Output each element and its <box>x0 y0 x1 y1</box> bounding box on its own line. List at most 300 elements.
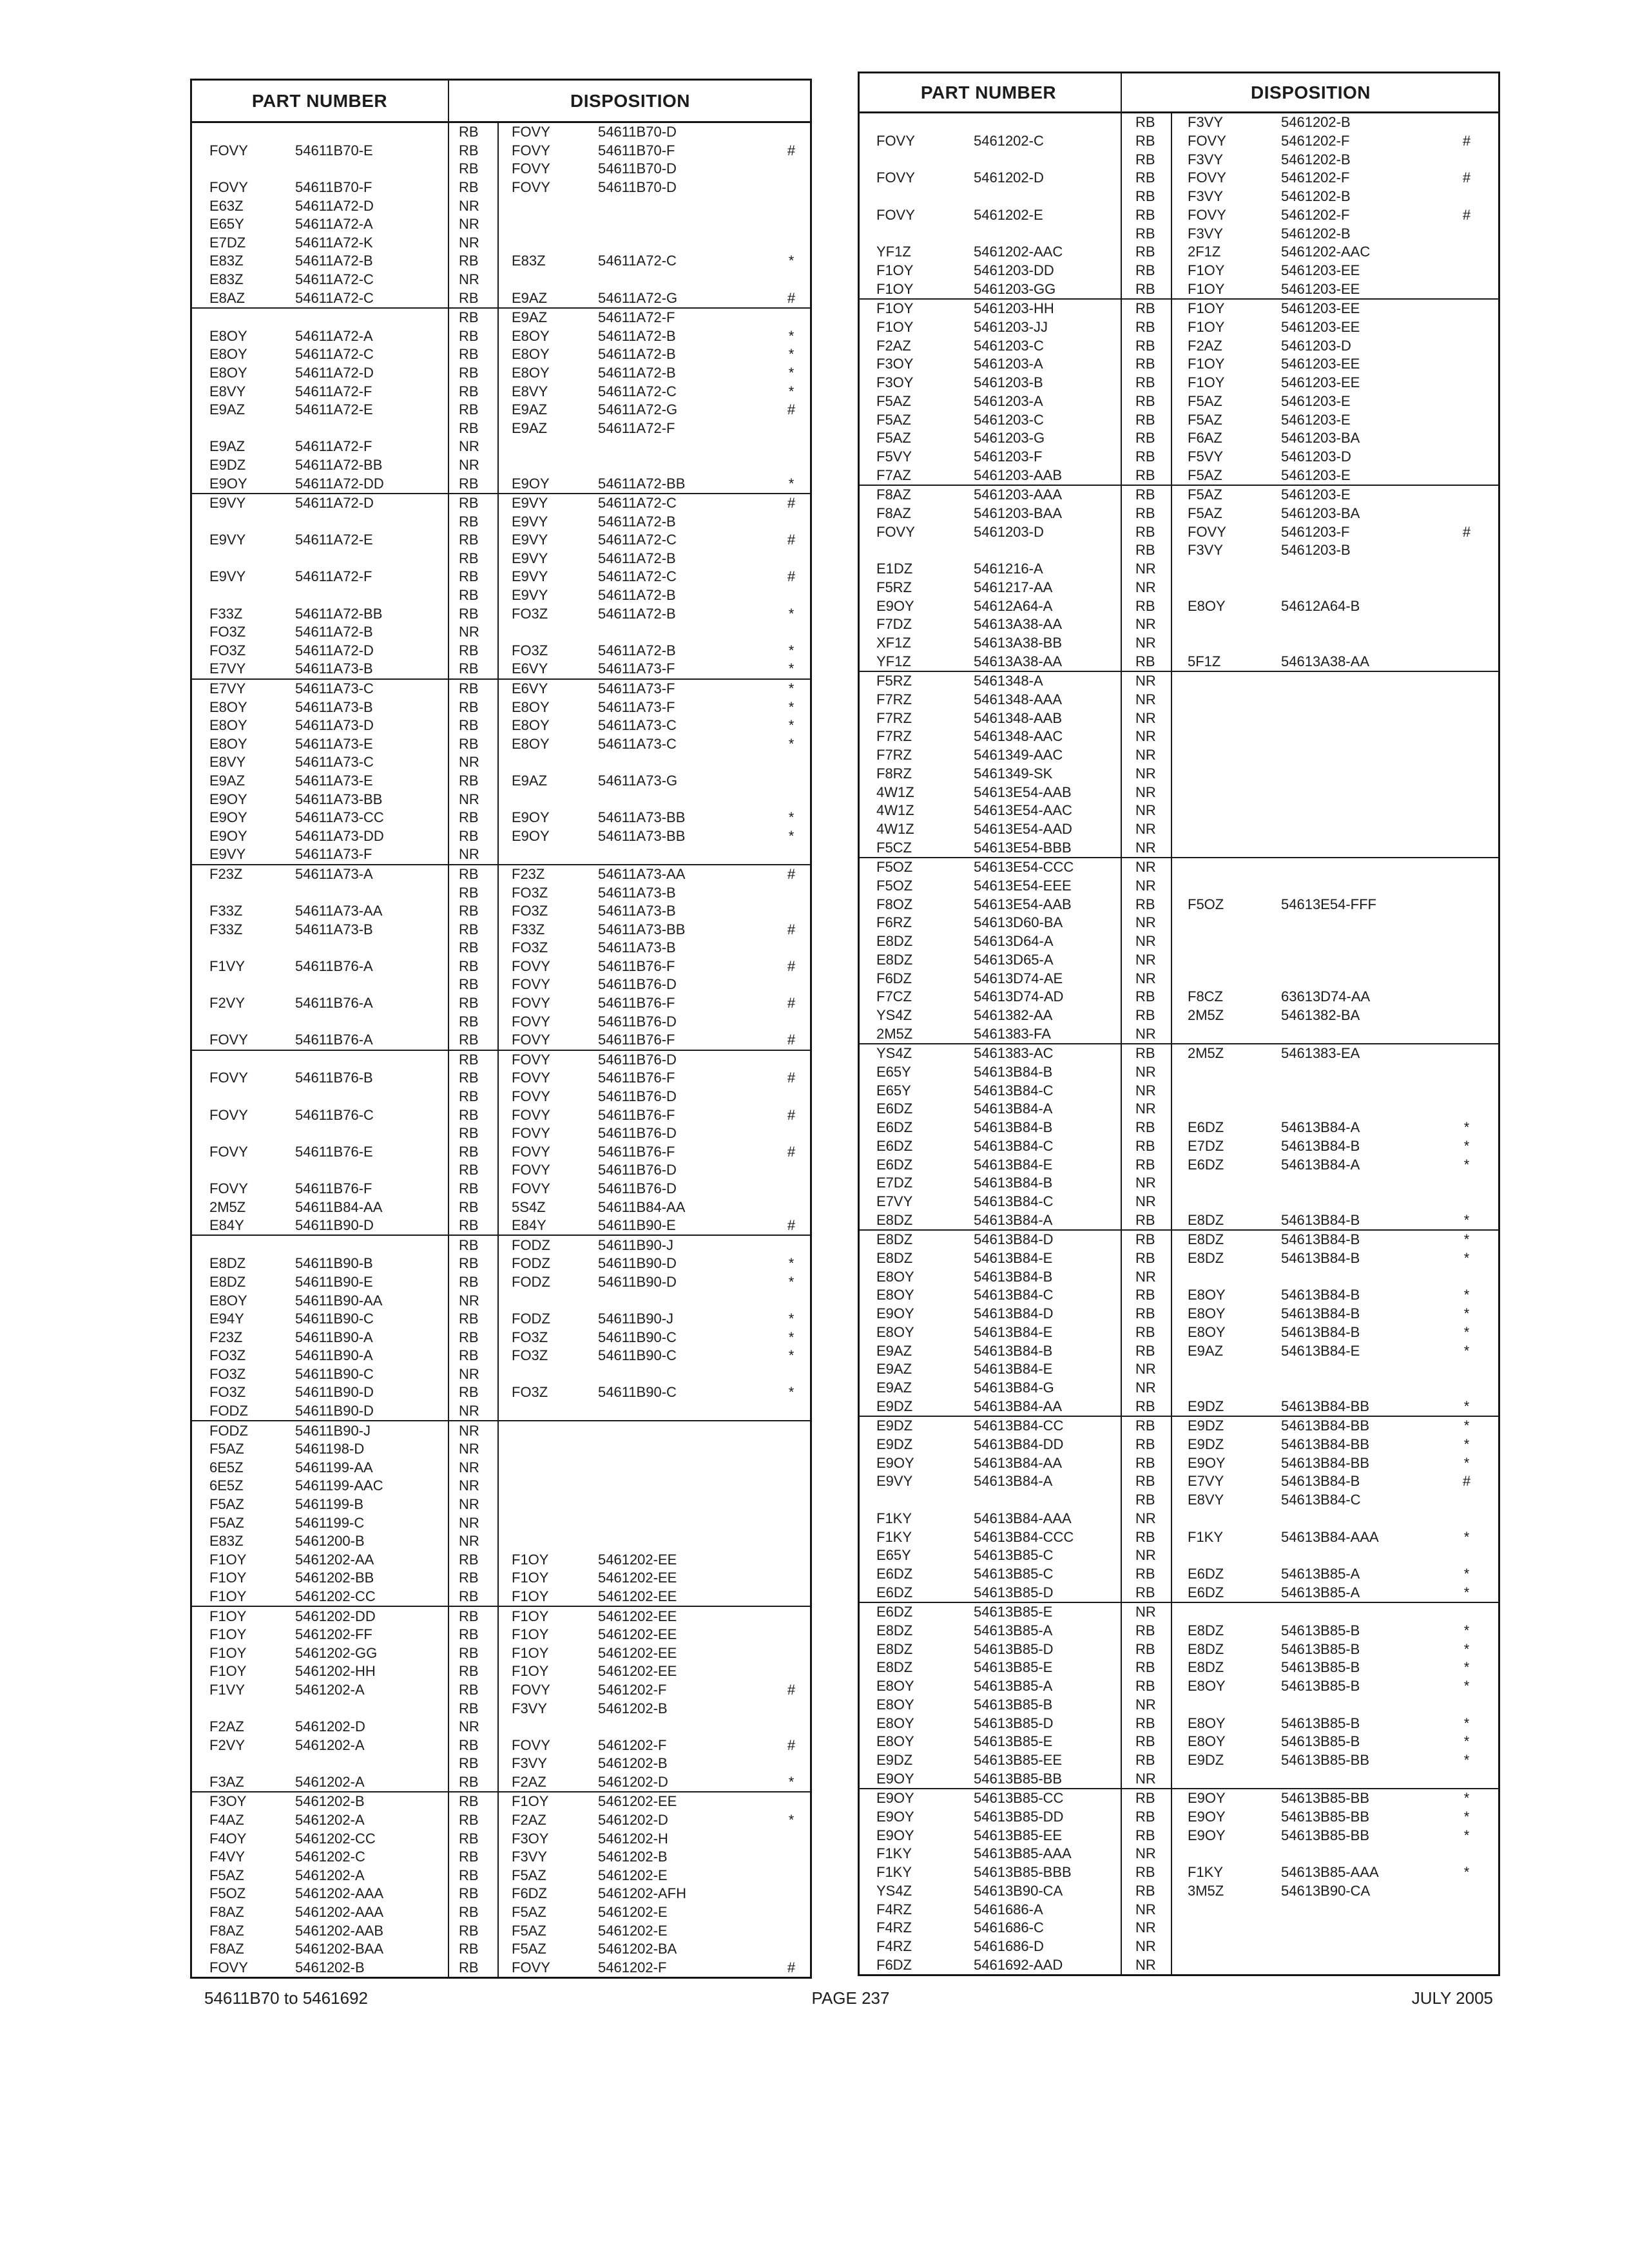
disposition-prefix: E6DZ <box>1188 1565 1224 1582</box>
disposition-prefix: FO3Z <box>512 1347 548 1364</box>
disposition-prefix: E7VY <box>1188 1473 1224 1490</box>
table-row <box>192 1644 810 1662</box>
part-prefix: F6RZ <box>876 914 912 931</box>
disposition-part-number: 54611B76-D <box>598 1162 677 1178</box>
disposition-code: RB <box>459 568 479 585</box>
disposition-mark: * <box>788 346 795 363</box>
disposition-prefix: E9OY <box>512 475 550 492</box>
disposition-code: RB <box>459 1773 479 1790</box>
disposition-mark: # <box>787 1032 796 1048</box>
disposition-part-number: 54613B85-B <box>1281 1622 1360 1639</box>
part-prefix: E65Y <box>876 1064 911 1081</box>
disposition-prefix: E8OY <box>1188 1287 1226 1303</box>
part-prefix: E8OY <box>209 735 247 752</box>
table-row <box>192 234 810 253</box>
disposition-code: NR <box>459 271 479 288</box>
disposition-code: RB <box>1135 225 1155 242</box>
part-number: 54613B85-D <box>974 1640 1054 1657</box>
disposition-code: NR <box>459 234 479 251</box>
disposition-prefix: E9OY <box>1188 1454 1226 1471</box>
part-number: 54611B90-C <box>295 1365 374 1382</box>
part-number-header: PART NUMBER <box>251 90 388 111</box>
disposition-mark: # <box>787 1143 796 1160</box>
disposition-prefix: F1OY <box>512 1793 549 1810</box>
disposition-code: NR <box>1135 1919 1156 1936</box>
part-prefix: E8OY <box>876 1323 914 1340</box>
disposition-code: RB <box>459 1904 479 1921</box>
part-prefix: F8AZ <box>876 486 911 503</box>
table-row <box>860 1417 1498 1436</box>
part-prefix: E8OY <box>876 1696 914 1713</box>
disposition-code: RB <box>459 1700 479 1716</box>
part-number: 54613B84-B <box>974 1119 1053 1136</box>
disposition-prefix: F1OY <box>1188 356 1225 372</box>
part-prefix: F4VY <box>209 1849 246 1865</box>
disposition-code: NR <box>1135 747 1156 764</box>
disposition-part-number: 54611A73-BB <box>598 827 686 844</box>
disposition-code: RB <box>459 124 479 140</box>
disposition-mark: * <box>788 475 795 492</box>
part-number: 54611A73-B <box>295 698 373 715</box>
table-row <box>860 895 1498 914</box>
part-number: 54613B84-A <box>974 1473 1053 1490</box>
part-number: 54613B84-AA <box>974 1454 1062 1471</box>
disposition-mark: # <box>1462 169 1471 186</box>
disposition-part-number: 54611B76-D <box>598 1051 677 1068</box>
disposition-code: RB <box>1135 1715 1155 1731</box>
table-row <box>860 224 1498 243</box>
disposition-part-number: 5461202-E <box>598 1867 668 1883</box>
part-prefix: E8OY <box>209 1292 247 1309</box>
table-row <box>860 634 1498 653</box>
part-number: 54613B85-B <box>974 1696 1053 1713</box>
part-prefix: F8AZ <box>876 505 911 522</box>
part-prefix: FOVY <box>209 179 248 196</box>
row-group <box>192 123 810 307</box>
part-prefix: 2M5Z <box>209 1198 246 1215</box>
part-prefix: F1OY <box>876 319 914 336</box>
disposition-part-number: 54613B85-BB <box>1281 1790 1369 1807</box>
disposition-code: RB <box>459 401 479 418</box>
column-divider <box>497 123 499 1977</box>
disposition-prefix: E8DZ <box>1188 1250 1224 1267</box>
part-prefix: E8DZ <box>876 1250 913 1267</box>
table-row <box>192 1459 810 1477</box>
disposition-mark: * <box>1463 1751 1470 1768</box>
disposition-part-number: 54613B84-BB <box>1281 1436 1369 1453</box>
disposition-part-number: 5461202-BA <box>598 1941 677 1957</box>
disposition-prefix: F1OY <box>512 1663 549 1680</box>
part-prefix: FO3Z <box>209 1347 246 1364</box>
disposition-code: RB <box>459 1070 479 1086</box>
table-row <box>860 1863 1498 1882</box>
disposition-part-number: 54613B84-B <box>1281 1137 1360 1154</box>
disposition-code: RB <box>459 995 479 1012</box>
part-number: 54611A72-D <box>295 364 374 381</box>
disposition-prefix: FOVY <box>512 1106 550 1123</box>
disposition-code: RB <box>459 660 479 677</box>
row-group <box>860 1043 1498 1229</box>
disposition-part-number: 54613B85-B <box>1281 1733 1360 1750</box>
part-prefix: E9AZ <box>876 1379 912 1396</box>
part-number: 5461686-A <box>974 1901 1043 1917</box>
disposition-prefix: FOVY <box>512 1070 550 1086</box>
part-prefix: F5AZ <box>876 430 911 447</box>
disposition-prefix: F3VY <box>512 1849 548 1865</box>
table-row <box>192 512 810 531</box>
disposition-prefix: F1OY <box>512 1608 549 1624</box>
disposition-part-number: 54613B85-BB <box>1281 1751 1369 1768</box>
disposition-code: RB <box>1135 1006 1155 1023</box>
table-row <box>860 1267 1498 1286</box>
disposition-part-number: 5461202-EE <box>598 1588 677 1604</box>
table-row <box>192 586 810 605</box>
part-prefix: F1KY <box>876 1864 912 1881</box>
disposition-part-number: 5461203-D <box>1281 337 1351 354</box>
disposition-code: NR <box>459 197 479 214</box>
part-prefix: F5AZ <box>209 1867 244 1883</box>
part-number: 54611A72-B <box>295 624 373 640</box>
disposition-prefix: E7DZ <box>1188 1137 1224 1154</box>
disposition-part-number: 54611B76-D <box>598 976 677 993</box>
disposition-part-number: 54613E54-FFF <box>1281 896 1376 912</box>
table-row <box>860 1379 1498 1398</box>
part-prefix: FO3Z <box>209 642 246 658</box>
part-prefix: F1OY <box>876 262 914 278</box>
disposition-code: RB <box>1135 1436 1155 1453</box>
part-prefix: F3OY <box>209 1793 247 1810</box>
part-prefix: E83Z <box>209 253 244 269</box>
disposition-prefix: F1OY <box>1188 300 1225 317</box>
part-prefix: YF1Z <box>876 244 911 260</box>
disposition-mark: * <box>788 642 795 658</box>
part-number: 5461203-HH <box>974 300 1054 317</box>
part-number: 5461202-A <box>295 1773 365 1790</box>
table-row <box>192 1959 810 1977</box>
part-prefix: F1OY <box>876 280 914 297</box>
part-prefix: F8OZ <box>876 896 913 912</box>
disposition-code: RB <box>459 179 479 196</box>
part-number: 5461199-AAC <box>295 1477 383 1494</box>
disposition-prefix: FOVY <box>512 1088 550 1105</box>
disposition-part-number: 5461202-F <box>1281 133 1350 149</box>
table-row <box>860 392 1498 411</box>
disposition-code: NR <box>1135 820 1156 837</box>
disposition-prefix: E8DZ <box>1188 1211 1224 1228</box>
table-row <box>860 1100 1498 1119</box>
disposition-code: RB <box>459 1849 479 1865</box>
disposition-mark: # <box>787 957 796 974</box>
part-prefix: E8AZ <box>209 289 246 306</box>
disposition-mark: * <box>1463 1418 1470 1434</box>
disposition-code: RB <box>459 1143 479 1160</box>
disposition-part-number: 54611B70-D <box>598 179 677 196</box>
disposition-code: RB <box>1135 1211 1155 1228</box>
table-row <box>860 709 1498 727</box>
table-row <box>192 1626 810 1644</box>
part-number: 54611B76-C <box>295 1106 374 1123</box>
part-prefix: E8DZ <box>209 1255 246 1272</box>
part-number: 54613B85-AAA <box>974 1845 1072 1862</box>
table-row <box>192 753 810 772</box>
part-prefix: F1VY <box>209 957 246 974</box>
part-prefix: F2VY <box>209 995 246 1012</box>
disposition-mark: * <box>1463 1528 1470 1545</box>
disposition-part-number: 54611B90-E <box>598 1217 676 1234</box>
part-prefix: E7VY <box>209 660 246 677</box>
table-row <box>192 382 810 401</box>
disposition-code: NR <box>1135 1845 1156 1862</box>
disposition-part-number: 54613B85-AAA <box>1281 1864 1379 1881</box>
table-row <box>192 1421 810 1440</box>
disposition-part-number: 5461202-F <box>598 1681 667 1698</box>
table-row <box>860 1733 1498 1751</box>
part-prefix: F1OY <box>209 1570 247 1586</box>
disposition-part-number: 54613A38-AA <box>1281 653 1369 669</box>
table-row <box>860 652 1498 671</box>
table-row <box>192 1291 810 1310</box>
table-row <box>192 494 810 513</box>
table-row <box>192 197 810 215</box>
disposition-code: RB <box>459 1051 479 1068</box>
part-prefix: YS4Z <box>876 1006 912 1023</box>
disposition-part-number: 54611A73-C <box>598 717 677 734</box>
part-prefix: F5AZ <box>876 411 911 428</box>
part-prefix: YS4Z <box>876 1045 912 1062</box>
disposition-code: NR <box>1135 1100 1156 1117</box>
disposition-part-number: 54611B70-D <box>598 160 677 177</box>
disposition-mark: # <box>1462 523 1471 540</box>
disposition-part-number: 54611B76-D <box>598 1125 677 1142</box>
disposition-prefix: 2M5Z <box>1188 1006 1224 1023</box>
table-row <box>192 1754 810 1773</box>
disposition-code: RB <box>459 772 479 789</box>
part-number: 5461202-BAA <box>295 1941 383 1957</box>
part-number: 5461203-A <box>974 392 1043 409</box>
table-row <box>192 215 810 234</box>
disposition-code: NR <box>1135 709 1156 726</box>
disposition-code: NR <box>1135 579 1156 595</box>
disposition-code: RB <box>1135 337 1155 354</box>
disposition-code: RB <box>459 939 479 956</box>
disposition-prefix: E9AZ <box>512 772 548 789</box>
part-prefix: F1KY <box>876 1528 912 1545</box>
table-row <box>192 1495 810 1514</box>
disposition-part-number: 5461203-BA <box>1281 430 1360 447</box>
disposition-code: RB <box>459 1959 479 1975</box>
part-prefix: E8DZ <box>876 1640 913 1657</box>
disposition-prefix: FOVY <box>512 160 550 177</box>
part-number: 54613E54-AAC <box>974 802 1072 819</box>
disposition-prefix: F1OY <box>1188 280 1225 297</box>
disposition-part-number: 5461203-D <box>1281 448 1351 465</box>
part-number: 5461348-AAB <box>974 709 1062 726</box>
table-row <box>860 1211 1498 1229</box>
disposition-part-number: 54611A73-F <box>598 660 675 677</box>
part-number: 54613B84-E <box>974 1323 1053 1340</box>
disposition-code: RB <box>459 142 479 159</box>
part-number: 5461202-AA <box>295 1551 374 1568</box>
table-row <box>860 448 1498 466</box>
part-number: 5461349-SK <box>974 765 1053 782</box>
disposition-part-number: 54613B84-E <box>1281 1342 1360 1359</box>
part-number: 54613B84-AAA <box>974 1510 1072 1526</box>
disposition-mark: * <box>788 1384 795 1401</box>
part-number: 54611A72-F <box>295 383 372 399</box>
part-prefix: E9AZ <box>209 438 246 455</box>
table-row <box>860 280 1498 298</box>
row-group <box>192 1791 810 1977</box>
part-number: 54613B85-BBB <box>974 1864 1072 1881</box>
part-number: 54613B84-E <box>974 1250 1053 1267</box>
part-prefix: E83Z <box>209 1533 244 1550</box>
disposition-code: RB <box>1135 1678 1155 1695</box>
part-prefix: E8VY <box>209 383 246 399</box>
disposition-code: RB <box>1135 1659 1155 1676</box>
part-number: 54613D74-AD <box>974 988 1064 1005</box>
part-number: 54613B85-A <box>974 1622 1053 1639</box>
disposition-mark: * <box>788 680 795 697</box>
disposition-prefix: F5AZ <box>512 1922 546 1939</box>
disposition-code: RB <box>1135 411 1155 428</box>
part-number: 54613B84-AA <box>974 1398 1062 1414</box>
part-number: 54613B85-C <box>974 1565 1054 1582</box>
part-prefix: FO3Z <box>209 1365 246 1382</box>
table-row <box>192 123 810 142</box>
table-row <box>192 1124 810 1143</box>
disposition-mark: * <box>788 698 795 715</box>
disposition-part-number: 54612A64-B <box>1281 597 1360 614</box>
disposition-prefix: FO3Z <box>512 884 548 901</box>
disposition-part-number: 5461203-EE <box>1281 356 1360 372</box>
disposition-code: RB <box>1135 114 1155 131</box>
disposition-part-number: 54613B84-BB <box>1281 1454 1369 1471</box>
disposition-part-number: 54613B85-BB <box>1281 1827 1369 1843</box>
table-row <box>860 187 1498 206</box>
disposition-code: RB <box>459 1663 479 1680</box>
table-row <box>192 1254 810 1273</box>
part-prefix: E9DZ <box>876 1418 913 1434</box>
disposition-prefix: FOVY <box>512 179 550 196</box>
table-row <box>192 1885 810 1903</box>
row-group <box>192 1050 810 1235</box>
part-prefix: F7RZ <box>876 747 912 764</box>
disposition-prefix: F5VY <box>1188 448 1224 465</box>
disposition-prefix: E9AZ <box>512 401 548 418</box>
table-row <box>860 132 1498 151</box>
disposition-prefix: F1OY <box>512 1551 549 1568</box>
disposition-part-number: 54613B85-BB <box>1281 1809 1369 1825</box>
disposition-mark: * <box>788 660 795 677</box>
part-prefix: FO3Z <box>209 1384 246 1401</box>
disposition-part-number: 5461202-B <box>1281 188 1351 205</box>
part-prefix: FOVY <box>209 1070 248 1086</box>
part-prefix: F8AZ <box>209 1922 244 1939</box>
right-parts-table <box>858 72 1500 1976</box>
table-row <box>860 1231 1498 1249</box>
disposition-mark: # <box>787 1736 796 1753</box>
part-prefix: E9DZ <box>209 456 246 473</box>
part-number: 5461202-A <box>295 1867 365 1883</box>
table-row <box>192 1440 810 1459</box>
row-group <box>860 1416 1498 1602</box>
part-number: 54611A73-C <box>295 680 374 697</box>
disposition-prefix: E6DZ <box>1188 1584 1224 1600</box>
disposition-code: RB <box>459 1106 479 1123</box>
disposition-code: RB <box>459 1329 479 1345</box>
disposition-code: RB <box>459 550 479 566</box>
disposition-prefix: F1OY <box>512 1588 549 1604</box>
part-prefix: FOVY <box>209 1106 248 1123</box>
disposition-prefix: F1OY <box>512 1626 549 1643</box>
disposition-part-number: 54611A73-B <box>598 884 676 901</box>
table-row <box>860 932 1498 951</box>
disposition-prefix: FOVY <box>512 1032 550 1048</box>
table-row <box>860 486 1498 505</box>
part-number: 5461203-AAA <box>974 486 1062 503</box>
part-number: 5461202-BB <box>295 1570 374 1586</box>
disposition-code: RB <box>459 642 479 658</box>
part-prefix: F4RZ <box>876 1919 912 1936</box>
part-prefix: 6E5Z <box>209 1477 244 1494</box>
disposition-code: RB <box>1135 356 1155 372</box>
disposition-part-number: 54611A73-B <box>598 939 676 956</box>
disposition-mark: * <box>1463 1584 1470 1600</box>
part-prefix: F1KY <box>876 1845 912 1862</box>
table-row <box>860 615 1498 634</box>
part-number: 5461203-F <box>974 448 1043 465</box>
table-row <box>860 597 1498 615</box>
disposition-code: RB <box>459 346 479 363</box>
disposition-code: RB <box>1135 597 1155 614</box>
part-number: 54611B76-B <box>295 1070 373 1086</box>
table-row <box>860 1472 1498 1491</box>
part-prefix: E8DZ <box>209 1273 246 1290</box>
table-row <box>860 1937 1498 1956</box>
disposition-part-number: 54613B84-BB <box>1281 1418 1369 1434</box>
disposition-prefix: E9DZ <box>1188 1418 1224 1434</box>
disposition-prefix: F5AZ <box>1188 411 1222 428</box>
disposition-code: RB <box>1135 1305 1155 1322</box>
part-prefix: F23Z <box>209 1329 243 1345</box>
part-number: 5461203-G <box>974 430 1045 447</box>
disposition-code: RB <box>459 309 479 326</box>
disposition-code: NR <box>1135 561 1156 577</box>
disposition-mark: # <box>1462 133 1471 149</box>
table-row <box>860 1528 1498 1546</box>
disposition-part-number: 5461203-B <box>1281 542 1351 559</box>
disposition-code: RB <box>1135 1137 1155 1154</box>
table-row <box>860 1789 1498 1808</box>
table-row <box>192 309 810 327</box>
table-row <box>860 1341 1498 1360</box>
table-body <box>192 123 810 1977</box>
part-number: 54611A73-B <box>295 660 373 677</box>
part-prefix: E8OY <box>876 1287 914 1303</box>
footer-part-range: 54611B70 to 5461692 <box>204 1988 368 2008</box>
part-number: 54613A38-AA <box>974 653 1062 669</box>
table-row <box>192 1867 810 1885</box>
table-row <box>192 1477 810 1495</box>
table-row <box>192 790 810 809</box>
part-prefix: E94Y <box>209 1311 244 1327</box>
part-prefix: F4AZ <box>209 1812 244 1829</box>
table-row <box>192 1198 810 1216</box>
disposition-code: RB <box>1135 1733 1155 1750</box>
table-row <box>192 568 810 586</box>
disposition-code: NR <box>1135 673 1156 689</box>
disposition-prefix: FOVY <box>512 976 550 993</box>
